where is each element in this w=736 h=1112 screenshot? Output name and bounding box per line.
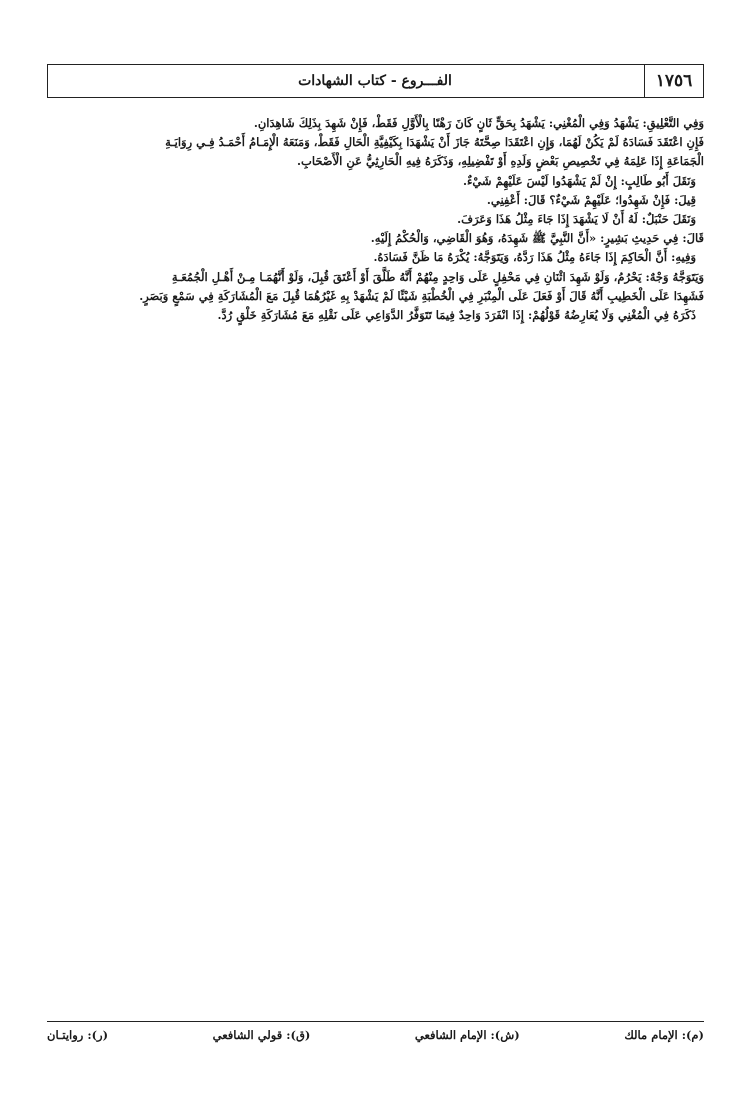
text-line: الْجَمَاعَةِ إِذَا عَلِمَهُ فِي تَخْصِيصِ بَعْضٍ وَلَدِهِ أَوْ تَفْضِيلِهِ، وَذَكَرَهُ فِيهِ الْحَارِثِيُّ عَنِ الْأَصْحَابِ. bbox=[297, 154, 704, 169]
abbrev-two-narrations: (ر): روايتـان bbox=[47, 1028, 109, 1042]
abbrev-shafii: (ش): الإمام الشافعي bbox=[414, 1028, 520, 1042]
footer-divider bbox=[47, 1021, 704, 1022]
running-title: الفـــروع - كتاب الشهادات bbox=[298, 73, 452, 89]
text-line: فَشَهِدَا عَلَى الْخَطِيبِ أَنَّهُ قَالَ أَوْ فَعَلَ عَلَى الْمِنْبَرِ فِي الْخُطْبَةِ شَيْئًا لَمْ يَشْهَدْ بِهِ غَيْرُهُمَا قُبِلَ مَعَ الْمُشَارَكَةِ فِي سَمْعٍ وَبَصَرٍ. bbox=[139, 288, 704, 303]
page-number: ١٧٥٦ bbox=[644, 65, 703, 97]
text-line: وَيَتَوَجَّهُ وَجْهٌ: يَحْرُمُ، وَلَوْ شَهِدَ اثْنَانِ فِي مَحْفِلٍ عَلَى وَاحِدٍ مِنْهُمْ أَنَّهُ طَلَّقَ أَوْ أَعْتَقَ قُبِلَ، وَلَوْ أَنَّهُمَـا مِـنْ أَهْـلِ الْجُمُعَـةِ bbox=[171, 269, 704, 284]
text-line: قَالَ: فِي حَدِيثِ بَشِيرٍ: «أَنَّ النَّبِيَّ ﷺ شَهِدَهُ، وَهُوَ الْقَاضِي، وَالْحُكْمُ إِلَيْهِ. bbox=[370, 231, 704, 246]
abbreviation-key bbox=[47, 1028, 704, 1048]
abbrev-malik: (م): الإمام مالك bbox=[624, 1028, 704, 1042]
page-header bbox=[47, 64, 704, 98]
text-line: وَنَقَلَ أَبُو طَالِبٍ: إِنْ لَمْ يَشْهَدُوا لَيْسَ عَلَيْهِمْ شَيْءٌ. bbox=[462, 173, 696, 188]
text-line: وَفِيهِ: أَنَّ الْحَاكِمَ إِذَا جَاءَهُ مِثْلُ هَذَا رَدَّهُ، وَيَتَوَجَّهُ: يُكْرَهُ مَا ظَنَّ فَسَادَهُ. bbox=[373, 250, 696, 265]
main-text bbox=[47, 114, 704, 325]
text-line: ذَكَرَهُ فِي الْمُغْنِي وَلَا يُعَارِضُهُ قَوْلُهُمْ: إِذَا انْفَرَدَ وَاحِدٌ فِيمَا تَتَوَفَّرُ الدَّوَاعِي عَلَى نَقْلِهِ مَعَ مُشَارَكَةِ خَلْقٍ رُدَّ. bbox=[217, 308, 696, 323]
text-line: وَفِي التَّعْلِيقِ: يَشْهَدُ وَفِي الْمُغْنِي: يَشْهَدُ بِحَقٍّ ثَانٍ كَانَ رَهْنًا بِالْأَوَّلِ فَقَطْ، فَإِنْ شَهِدَ بِذَلِكَ شَاهِدَانِ. bbox=[253, 116, 704, 130]
text-line: وَنَقَلَ حَنْبَلٌ: لَهُ أَنْ لَا يَشْهَدَ إِذَا جَاءَ مِثْلُ هَذَا وَعَرَفَ. bbox=[457, 212, 696, 227]
abbrev-shafii-two-opinions: (ق): قولي الشافعي bbox=[212, 1028, 311, 1042]
text-line: قِيلَ: فَإِنْ شَهِدُوا؛ عَلَيْهِمْ شَيْءٌ؟ قَالَ: أَعْفِنِي. bbox=[486, 192, 696, 207]
text-line: فَإِنِ اعْتَقَدَ فَسَادَهُ لَمْ يَكُنْ لَهُمَا، وَإِنِ اعْتَقَدَا صِحَّتَهُ جَازَ أَنْ يَشْهَدَا بِكَيْفِيَّةِ الْحَالِ فَقَطْ، وَمَنَعَهُ الْإِمَـامُ أَحْمَـدُ فِـي رِوَايَـةِ bbox=[165, 135, 704, 150]
